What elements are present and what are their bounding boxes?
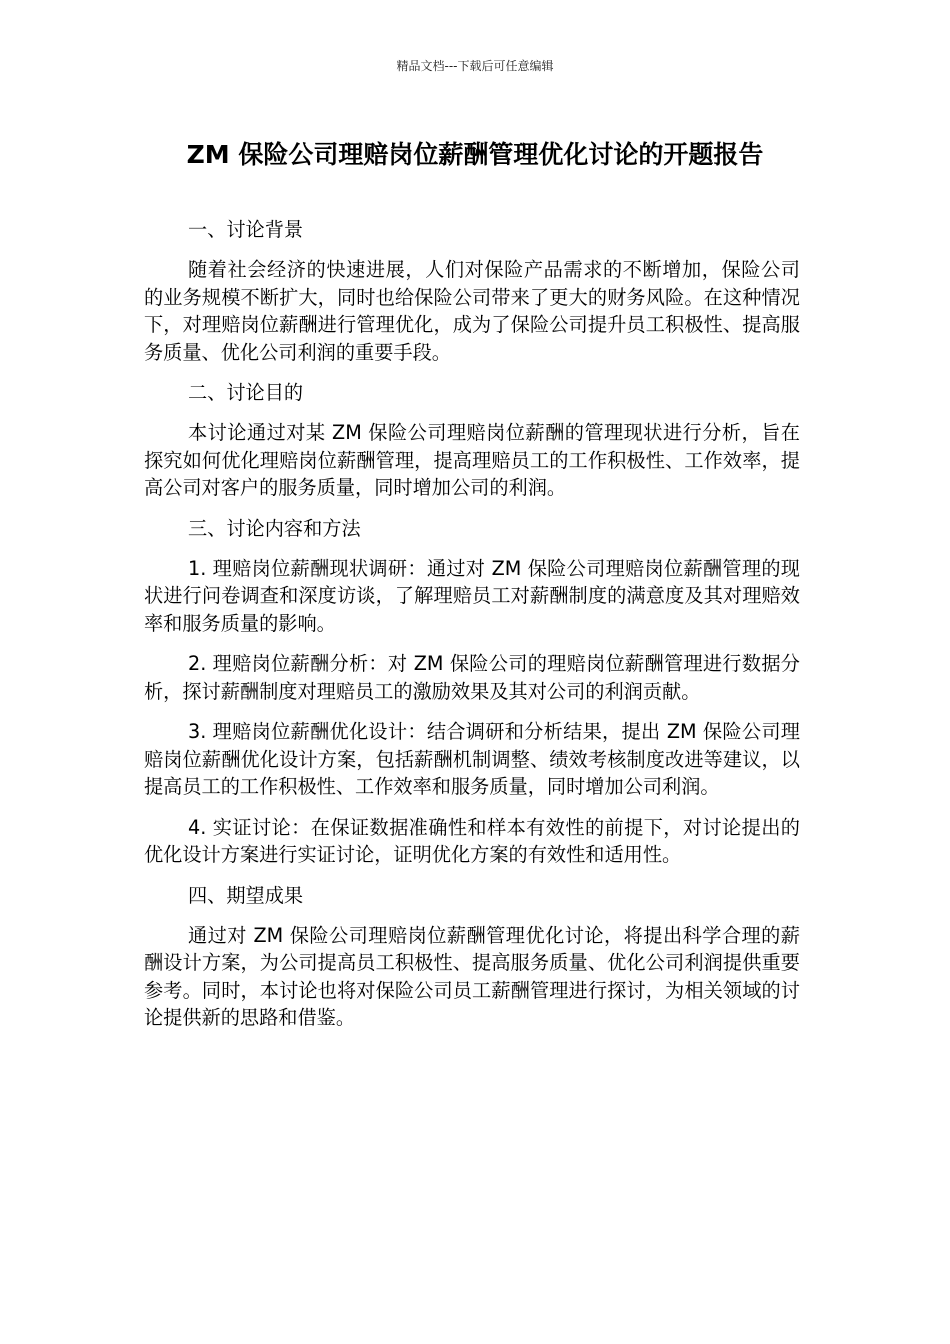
document-body xyxy=(144,216,800,1045)
methods-item-2: 2. 理赔岗位薪酬分析：对 ZM 保险公司的理赔岗位薪酬管理进行数据分析，探讨薪酬制度对理赔员工的激励效果及其对公司的利润贡献。 xyxy=(144,652,800,703)
section-heading-outcomes: 四、期望成果 xyxy=(188,883,304,907)
paragraph-outcomes: 通过对 ZM 保险公司理赔岗位薪酬管理优化讨论，将提出科学合理的薪酬设计方案，为公司提高员工积极性、提高服务质量、优化公司利润提供重要参考。同时，本讨论也将对保险公司员工薪酬管理进行探讨，为相关领域的讨论提供新的思路和借鉴。 xyxy=(144,923,800,1029)
methods-item-4: 4. 实证讨论：在保证数据准确性和样本有效性的前提下，对讨论提出的优化设计方案进行实证讨论，证明优化方案的有效性和适用性。 xyxy=(144,815,800,866)
paragraph-purpose: 本讨论通过对某 ZM 保险公司理赔岗位薪酬的管理现状进行分析，旨在探究如何优化理赔岗位薪酬管理，提高理赔员工的工作积极性、工作效率，提高公司对客户的服务质量，同时增加公司的利润。 xyxy=(144,421,800,499)
document-title: ZM 保险公司理赔岗位薪酬管理优化讨论的开题报告 xyxy=(186,140,764,169)
paragraph-background: 随着社会经济的快速进展，人们对保险产品需求的不断增加，保险公司的业务规模不断扩大，同时也给保险公司带来了更大的财务风险。在这种情况下，对理赔岗位薪酬进行管理优化，成为了保险公司提升员工积极性、提高服务质量、优化公司利润的重要手段。 xyxy=(144,258,800,364)
section-heading-background: 一、讨论背景 xyxy=(188,218,304,241)
section-heading-methods: 三、讨论内容和方法 xyxy=(188,516,361,540)
section-heading-purpose: 二、讨论目的 xyxy=(188,381,304,404)
methods-item-3: 3. 理赔岗位薪酬优化设计：结合调研和分析结果，提出 ZM 保险公司理赔岗位薪酬优化设计方案，包括薪酬机制调整、绩效考核制度改进等建议，以提高员工的工作积极性、工作效率和服务质量，同时增加公司利润。 xyxy=(144,720,800,798)
methods-item-1: 1. 理赔岗位薪酬现状调研：通过对 ZM 保险公司理赔岗位薪酬管理的现状进行问卷调查和深度访谈，了解理赔员工对薪酬制度的满意度及其对理赔效率和服务质量的影响。 xyxy=(144,556,800,635)
header-note: 精品文档---下载后可任意编辑 xyxy=(396,59,554,73)
